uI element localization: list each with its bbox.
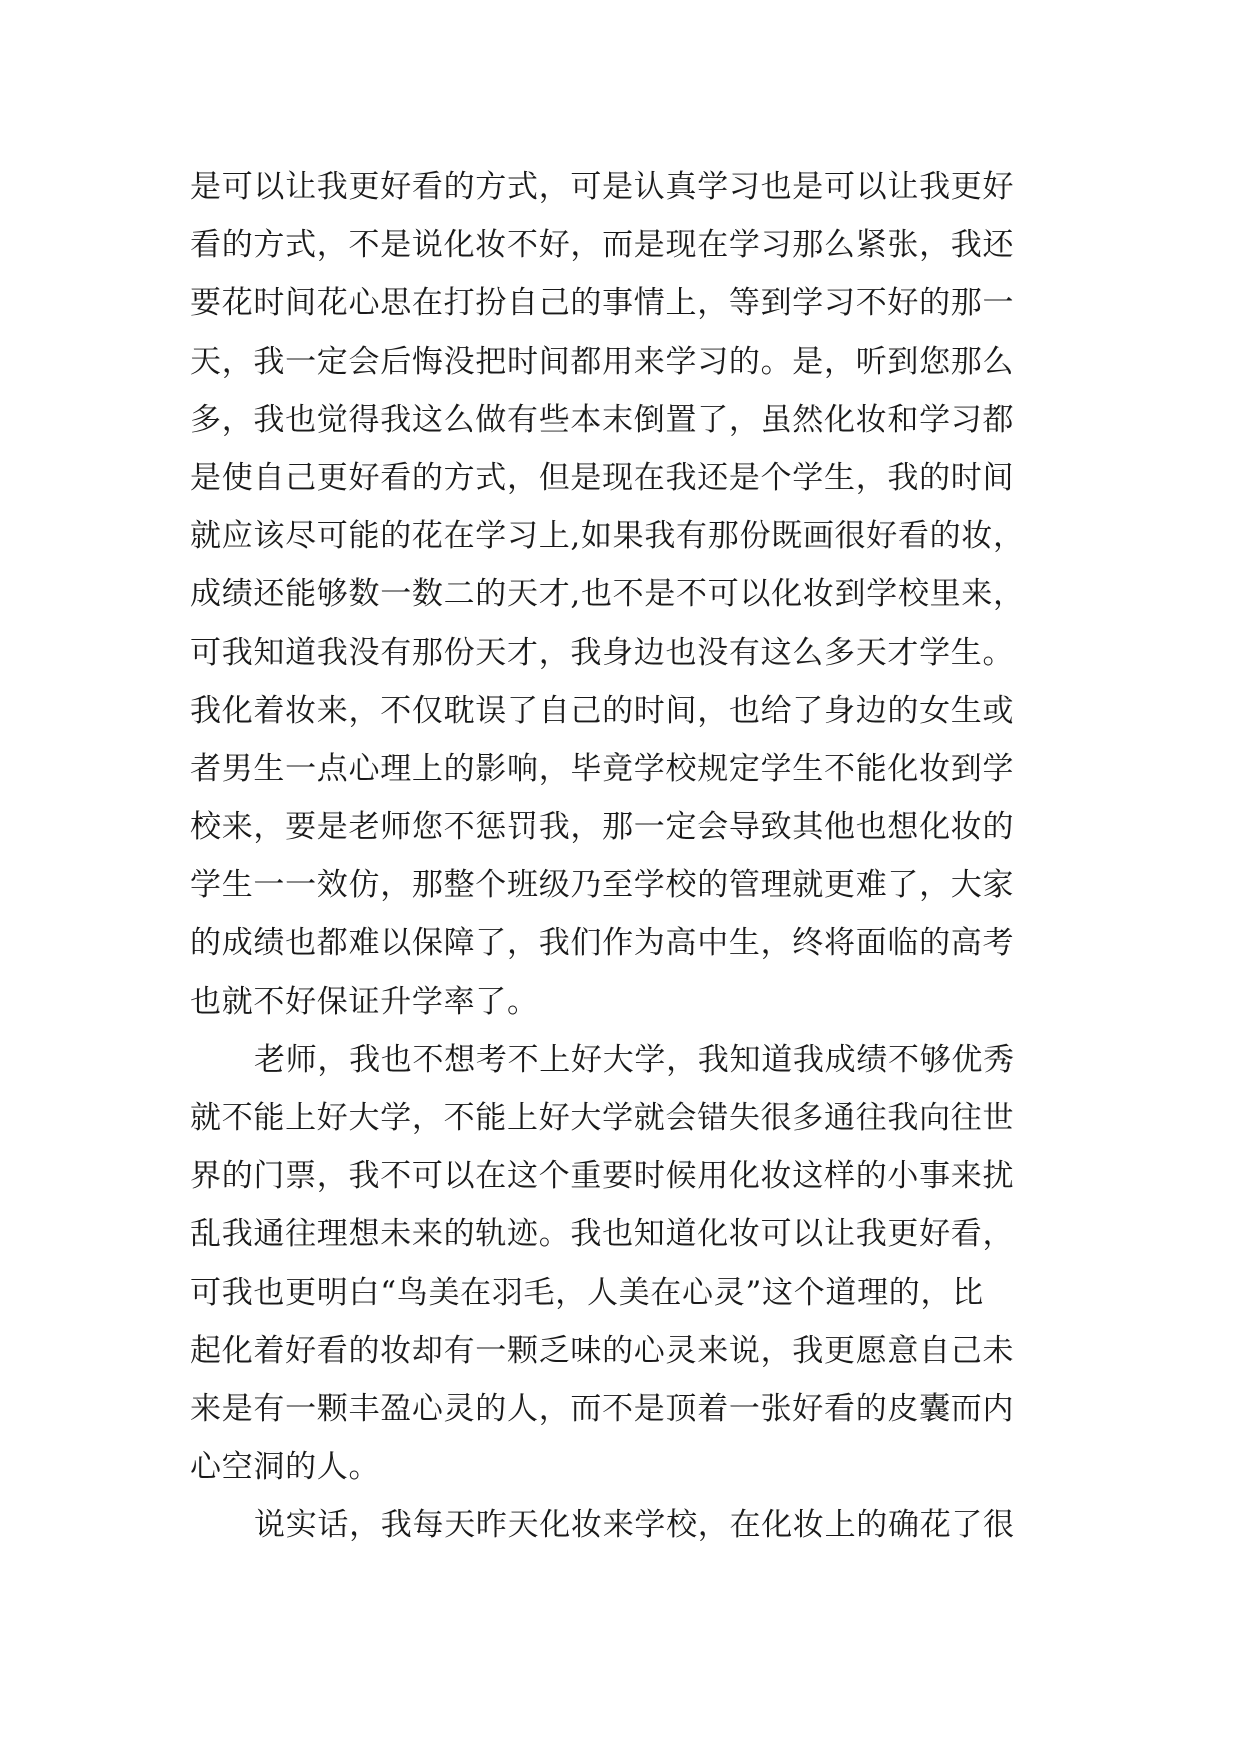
text-line: 界的门票，我不可以在这个重要时候用化妆这样的小事来扰 xyxy=(190,1158,1015,1195)
text-line: 学生一一效仿，那整个班级乃至学校的管理就更难了，大家 xyxy=(190,867,1015,904)
text-line: 的成绩也都难以保障了，我们作为高中生，终将面临的高考 xyxy=(190,925,1015,962)
text-line: 乱我通往理想未来的轨迹。我也知道化妆可以让我更好看， xyxy=(190,1216,1015,1253)
text-line: 就应该尽可能的花在学习上,如果我有那份既画很好看的妆， xyxy=(190,518,1025,555)
paragraph-first-line: 老师，我也不想考不上好大学，我知道我成绩不够优秀 xyxy=(254,1041,1015,1078)
text-line: 校来，要是老师您不惩罚我，那一定会导致其他也想化妆的 xyxy=(190,809,1015,846)
text-line: 多，我也觉得我这么做有些本末倒置了，虽然化妆和学习都 xyxy=(190,401,1015,438)
text-line: 天，我一定会后悔没把时间都用来学习的。是，听到您那么 xyxy=(190,343,1015,380)
text-line: 就不能上好大学，不能上好大学就会错失很多通往我向往世 xyxy=(190,1100,1015,1136)
text-line: 是可以让我更好看的方式，可是认真学习也是可以让我更好 xyxy=(190,169,1015,205)
text-line: 成绩还能够数一数二的天才,也不是不可以化妆到学校里来， xyxy=(190,576,1025,613)
text-line: 起化着好看的妆却有一颗乏味的心灵来说，我更愿意自己未 xyxy=(190,1332,1015,1369)
text-line: 可我知道我没有那份天才，我身边也没有这么多天才学生。 xyxy=(190,634,1015,671)
text-line: 我化着妆来，不仅耽误了自己的时间，也给了身边的女生或 xyxy=(190,692,1015,729)
text-line: 是使自己更好看的方式，但是现在我还是个学生，我的时间 xyxy=(190,459,1015,496)
text-line: 也就不好保证升学率了。 xyxy=(190,983,539,1020)
paragraph-first-line: 说实话，我每天昨天化妆来学校，在化妆上的确花了很 xyxy=(254,1507,1015,1544)
text-line: 心空洞的人。 xyxy=(190,1449,381,1486)
body-text xyxy=(190,158,1070,1555)
text-line: 看的方式，不是说化妆不好，而是现在学习那么紧张，我还 xyxy=(190,227,1015,264)
text-line: 者男生一点心理上的影响，毕竟学校规定学生不能化妆到学 xyxy=(190,750,1015,787)
text-line: 来是有一颗丰盈心灵的人，而不是顶着一张好看的皮囊而内 xyxy=(190,1390,1015,1427)
text-line: 要花时间花心思在打扮自己的事情上，等到学习不好的那一 xyxy=(190,285,1015,322)
text-line: 可我也更明白“鸟美在羽毛，人美在心灵”这个道理的，比 xyxy=(190,1274,984,1311)
